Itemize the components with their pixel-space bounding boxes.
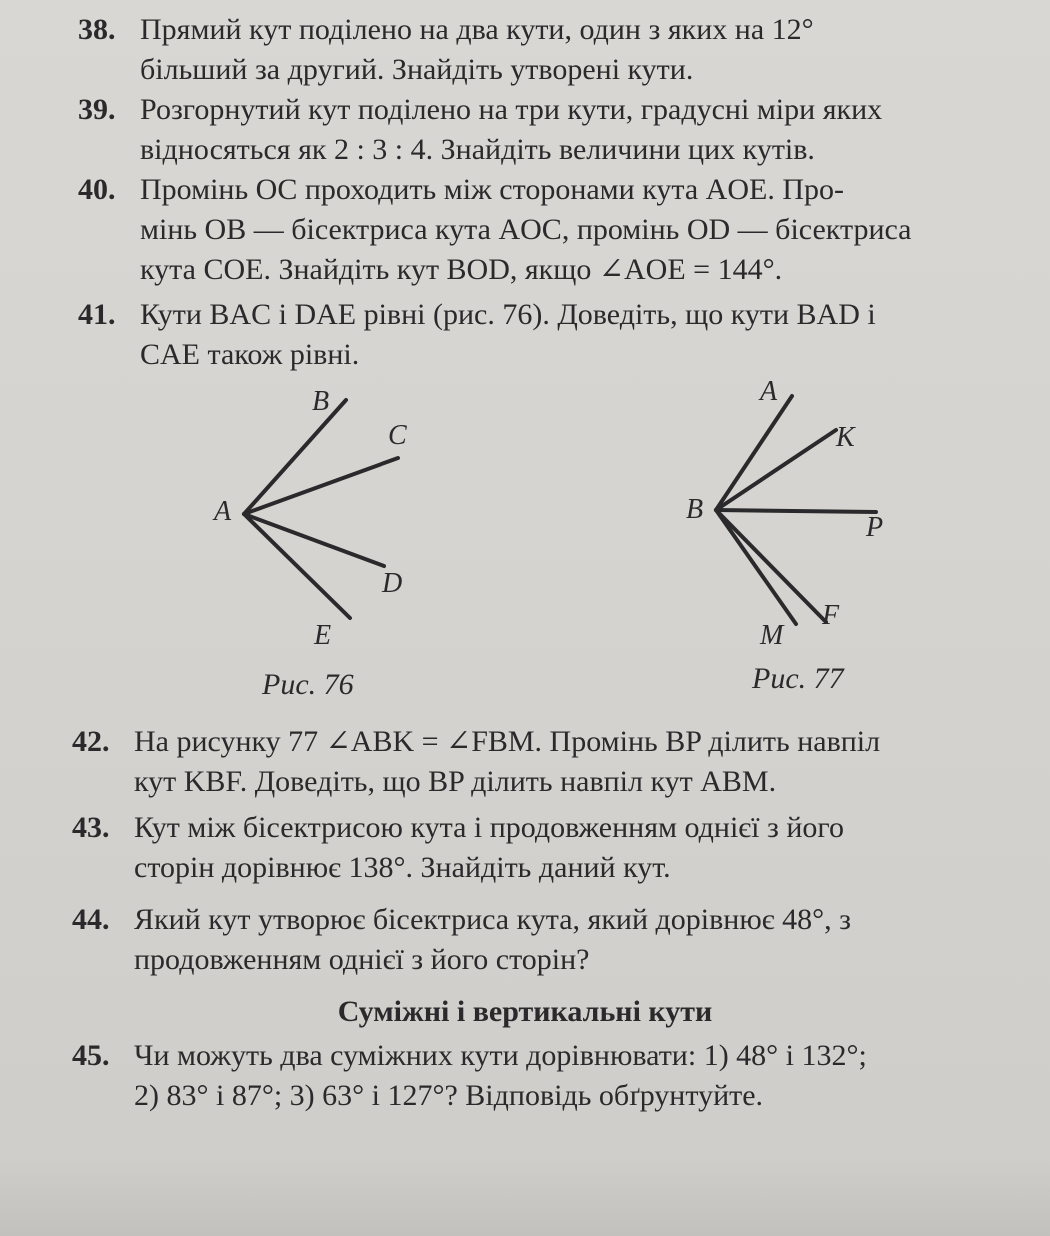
problem-text-line: сторін дорівнює 138°. Знайдіть даний кут. [134,851,671,884]
problem-text-line: Який кут утворює бісектриса кута, який дорівнює 48°, з [134,903,851,936]
label-point-k: K [836,422,855,453]
label-point-d: D [382,568,403,599]
problem-text-line: CAE також рівні. [140,338,360,371]
label-point-p: P [866,512,884,543]
label-point-e: E [314,620,332,651]
problem-number: 44. [72,903,110,936]
ray-bk [716,430,836,510]
problem-45 [72,1036,1042,1116]
problem-number: 45. [72,1039,110,1072]
section-title: Суміжні і вертикальні кути [337,995,713,1028]
label-point-f: F [822,600,840,631]
label-point-m: M [760,620,784,651]
page-bottom-shadow [0,1156,1050,1236]
problem-number: 41. [78,298,116,331]
problem-number: 43. [72,811,110,844]
ray-ae [244,514,350,618]
problem-number: 42. [72,725,110,758]
problem-text-line: 2) 83° і 87°; 3) 63° і 127°? Відповідь обґрунтуйте. [134,1079,764,1112]
problem-text-line: кута COE. Знайдіть кут BOD, якщо ∠AOE = 144°. [140,253,783,286]
ray-bf [716,510,826,622]
ray-ad [244,514,384,566]
label-point-a: A [214,496,232,527]
figure-76 [244,400,398,618]
problem-text-line: продовженням однієї з його сторін? [134,943,590,976]
problem-number: 39. [78,93,116,126]
problem-text-line: Прямий кут поділено на два кути, один з яких на 12° [140,13,814,46]
label-point-c: C [388,420,407,451]
figure-76-caption: Рис. 76 [262,668,354,701]
problem-text-line: Кути BAC і DAE рівні (рис. 76). Доведіть, що кути BAD і [140,298,876,331]
problem-43 [72,808,1042,888]
problem-42 [72,722,1042,802]
problem-number: 38. [78,13,116,46]
problem-text-line: На рисунку 77 ∠ABK = ∠FBM. Промінь BP ділить навпіл [134,725,881,758]
problem-text-line: мінь OB — бісектриса кута AOC, промінь OD — бісектриса [140,213,912,246]
problem-number: 40. [78,173,116,206]
problem-44 [72,900,1042,980]
problem-text-line: кут KBF. Доведіть, що BP ділить навпіл кут ABM. [134,765,777,798]
problem-text-line: Промінь OC проходить між сторонами кута AOE. Про- [140,173,844,206]
problem-text-line: відносяться як 2 : 3 : 4. Знайдіть величини цих кутів. [140,133,815,166]
ray-ba [716,396,792,510]
problem-text-line: Кут між бісектрисою кута і продовженням однієї з його [134,811,844,844]
ray-bp [716,510,876,512]
problem-text-line: більший за другий. Знайдіть утворені кути. [140,53,694,86]
problem-text-line: Чи можуть два суміжних кути дорівнювати: 1) 48° і 132°; [134,1039,867,1072]
ray-bm [716,510,796,624]
problem-text-line: Розгорнутий кут поділено на три кути, градусні міри яких [140,93,883,126]
label-point-b: B [312,386,330,417]
label-point-a: A [760,376,778,407]
figure-77-caption: Рис. 77 [752,662,844,695]
label-point-b: B [686,494,704,525]
